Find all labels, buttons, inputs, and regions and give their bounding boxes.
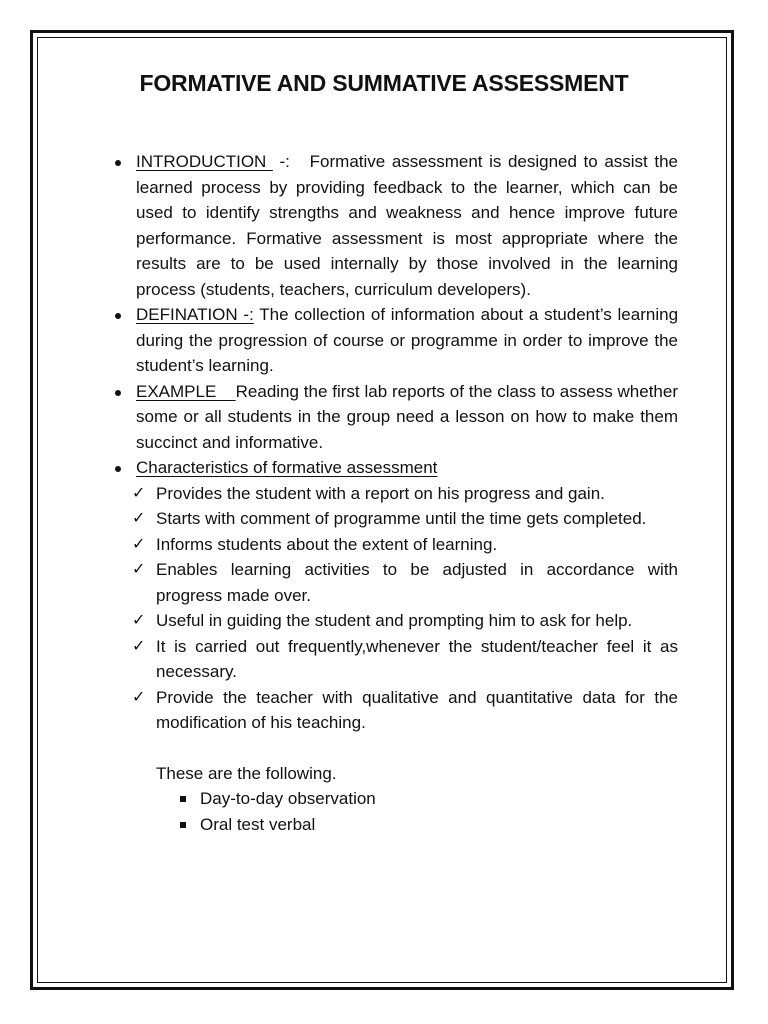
square-bullet-icon [180,822,186,828]
bullet-dot-icon [115,160,121,166]
square-bullet-icon [180,796,186,802]
section-text: Reading the first lab reports of the class to assess whether some or all students in the group need a lesson on how to make them succinct and informative. [136,381,679,452]
list-item-text: Oral test verbal [200,814,316,834]
checkmark-icon: ✓ [132,484,146,502]
checkmark-icon: ✓ [132,688,146,706]
list-item-text: Starts with comment of programme until the time gets completed. [156,509,647,528]
list-item [178,786,678,812]
checkmark-icon: ✓ [132,535,146,553]
bullet-example [110,379,678,456]
section-text: Formative assessment is designed to assist the learned process by providing feedback to the learner, which can be used to identify strengths and weakness and hence improve future performance. Formative assessment is most appropriate where the results are to be used internally by those involved in the learning process (students, teachers, curriculum developers). [136,152,678,299]
section-label: DEFINATION -: [136,305,254,324]
bullet-introduction [110,149,678,302]
list-item [130,506,678,532]
characteristics-list [130,481,678,736]
list-item [130,481,678,507]
list-item-text: Enables learning activities to be adjusted in accordance with progress made over. [156,560,678,605]
bullet-definition [110,302,678,379]
bullet-dot-icon [115,466,121,472]
list-item [178,812,678,838]
section-text: The collection of information about a student’s learning during the progression of course or programme in order to improve the student’s learning. [136,305,679,375]
list-item [130,608,678,634]
checkmark-icon: ✓ [132,561,146,578]
section-separator: -: [272,152,310,171]
bullet-dot-icon [115,313,121,319]
section-label: EXAMPLE [136,381,236,401]
document-body [110,149,678,837]
list-item-text: Day-to-day observation [200,789,376,808]
bullet-dot-icon [115,390,121,396]
checkmark-icon: ✓ [132,637,146,655]
bullet-characteristics [110,455,678,481]
following-intro: These are the following. [156,763,337,783]
list-item-text: It is carried out frequently,whenever the student/teacher feel it as necessary. [156,636,678,681]
checkmark-icon: ✓ [132,612,146,629]
page-title: FORMATIVE AND SUMMATIVE ASSESSMENT [139,70,629,96]
list-item [130,634,678,685]
section-label: Characteristics of formative assessment [136,458,438,477]
following-list [178,786,678,837]
list-item-text: Useful in guiding the student and prompting him to ask for help. [156,611,633,630]
section-label: INTRODUCTION [136,152,273,171]
list-item-text: Provide the teacher with qualitative and quantitative data for the modification of his teaching. [156,687,678,732]
list-item [130,557,678,608]
list-item-text: Provides the student with a report on his progress and gain. [156,483,605,503]
list-item-text: Informs students about the extent of learning. [156,534,498,554]
checkmark-icon: ✓ [132,510,146,527]
list-item [130,685,678,736]
list-item [130,532,678,558]
